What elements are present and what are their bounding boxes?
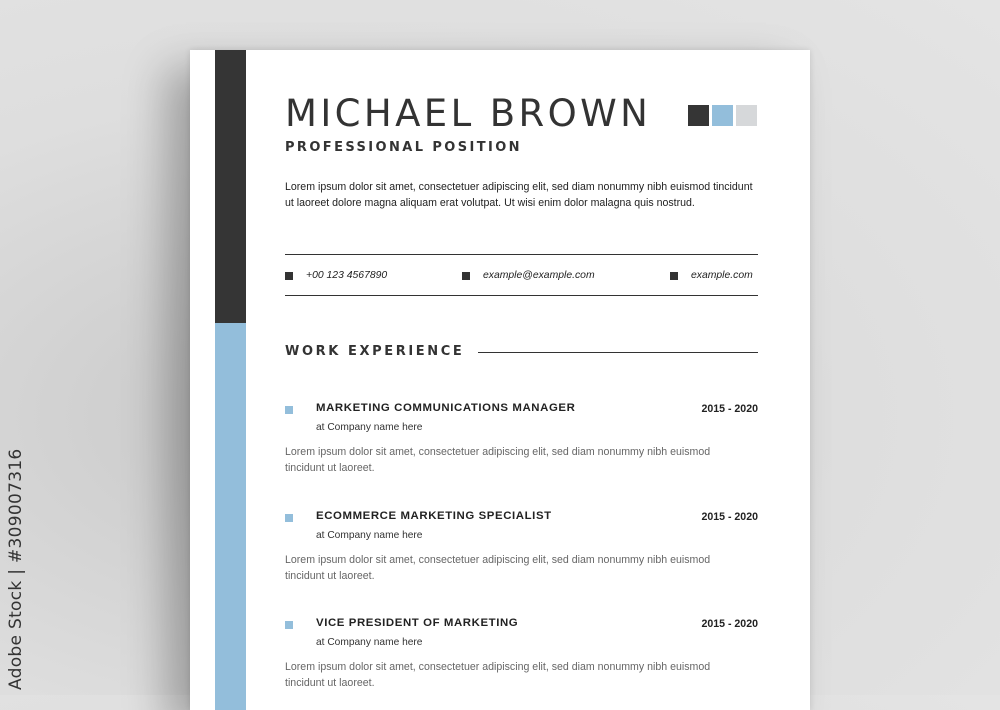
square-bullet-icon: [462, 272, 470, 280]
square-bullet-icon: [285, 621, 293, 629]
job-years: 2015 - 2020: [701, 511, 758, 523]
job-company: at Company name here: [316, 637, 423, 648]
resume-page: [190, 50, 810, 710]
profile-summary: Lorem ipsum dolor sit amet, consectetuer adipiscing elit, sed diam nonummy nibh euismod tincidunt ut laoreet dolore magna aliquam erat volutpat. Ut wisi enim dolor malagna quis nostrud.: [285, 181, 753, 209]
website-text: example.com: [691, 270, 753, 281]
contact-website: [670, 270, 753, 281]
job-role: VICE PRESIDENT OF MARKETING: [316, 617, 519, 629]
contact-row: [285, 270, 758, 284]
contact-email: [462, 270, 595, 281]
square-bullet-icon: [285, 272, 293, 280]
job-description: Lorem ipsum dolor sit amet, consectetuer adipiscing elit, sed diam nonummy nibh euismod tincidunt ut laoreet.: [285, 446, 711, 474]
phone-text: +00 123 4567890: [306, 270, 388, 281]
email-text: example@example.com: [483, 270, 595, 281]
square-bullet-icon: [285, 406, 293, 414]
professional-position: PROFESSIONAL POSITION: [285, 140, 522, 155]
job-years: 2015 - 2020: [701, 618, 758, 630]
swatch-dark: [688, 105, 709, 126]
sidebar-bar-dark: [215, 50, 246, 323]
square-bullet-icon: [285, 514, 293, 522]
job-role: MARKETING COMMUNICATIONS MANAGER: [316, 402, 576, 414]
sidebar-bar-blue: [215, 323, 246, 710]
job-entry: [285, 402, 758, 492]
contact-rule-top: [285, 254, 758, 255]
job-description: Lorem ipsum dolor sit amet, consectetuer adipiscing elit, sed diam nonummy nibh euismod tincidunt ut laoreet.: [285, 554, 711, 582]
work-experience-heading: WORK EXPERIENCE: [285, 344, 465, 359]
job-entry: [285, 617, 758, 707]
candidate-name: MICHAEL BROWN: [285, 92, 652, 135]
job-years: 2015 - 2020: [701, 403, 758, 415]
contact-phone: [285, 270, 387, 281]
contact-rule-bottom: [285, 295, 758, 296]
job-role: ECOMMERCE MARKETING SPECIALIST: [316, 510, 552, 522]
square-bullet-icon: [670, 272, 678, 280]
job-company: at Company name here: [316, 530, 423, 541]
swatch-light-gray: [736, 105, 757, 126]
section-divider: [478, 352, 758, 353]
job-description: Lorem ipsum dolor sit amet, consectetuer adipiscing elit, sed diam nonummy nibh euismod tincidunt ut laoreet.: [285, 661, 711, 689]
stock-watermark: Adobe Stock | #309007316: [6, 448, 26, 690]
color-swatches: [688, 105, 757, 126]
job-entry: [285, 510, 758, 600]
swatch-blue: [712, 105, 733, 126]
job-company: at Company name here: [316, 422, 423, 433]
